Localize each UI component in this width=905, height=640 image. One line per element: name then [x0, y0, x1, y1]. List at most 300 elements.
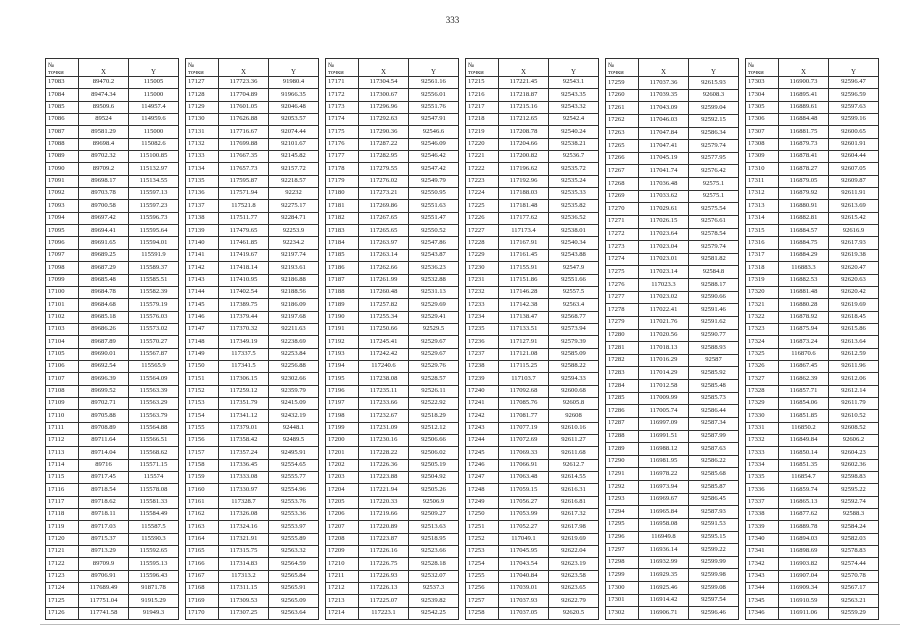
x-coordinate-cell: 117072.69: [499, 434, 549, 446]
y-coordinate-cell: 115000: [129, 126, 179, 138]
table-row: [186, 410, 319, 422]
y-coordinate-cell: 92609.87: [829, 175, 879, 187]
y-coordinate-cell: 92528.57: [409, 373, 459, 385]
x-coordinate-cell: 117036.48: [639, 178, 689, 191]
table-row: [186, 385, 319, 397]
table-row: [466, 77, 599, 89]
table-row: [186, 151, 319, 163]
table-row: [326, 385, 459, 397]
table-row: [326, 360, 459, 372]
x-coordinate-cell: 116883.3: [779, 262, 829, 274]
x-coordinate-cell: 117040.84: [499, 570, 549, 582]
y-coordinate-cell: 92537.3: [409, 583, 459, 595]
table-row: [606, 241, 739, 254]
y-coordinate-cell: 92620.63: [829, 274, 879, 286]
x-coordinate-cell: 117005.74: [639, 405, 689, 418]
point-number-cell: 17177: [326, 151, 359, 163]
table-row: [186, 188, 319, 200]
y-coordinate-cell: 92563.21: [829, 595, 879, 607]
x-coordinate-cell: 117053.99: [499, 509, 549, 521]
point-number-cell: 17121: [46, 546, 79, 558]
point-number-cell: 17176: [326, 138, 359, 150]
y-coordinate-cell: 92575.54: [689, 203, 739, 216]
table-row: [606, 215, 739, 228]
y-coordinate-cell: 92567.17: [829, 583, 879, 595]
x-coordinate-cell: 89698.4: [79, 138, 129, 150]
table-header-row: [46, 59, 179, 77]
x-coordinate-cell: 116865.13: [779, 496, 829, 508]
table-row: [46, 385, 179, 397]
x-coordinate-cell: 116850.2: [779, 422, 829, 434]
x-coordinate-cell: 117300.67: [359, 89, 409, 101]
point-number-cell: 17321: [746, 299, 779, 311]
header-point-number: [606, 59, 639, 77]
point-number-cell: 17096: [46, 237, 79, 249]
table-row: [466, 496, 599, 508]
point-number-cell: 17088: [46, 138, 79, 150]
y-coordinate-cell: 92578.54: [689, 228, 739, 241]
point-number-cell: 17269: [606, 190, 639, 203]
x-coordinate-cell: 117279.55: [359, 163, 409, 175]
table-row: [186, 472, 319, 484]
x-coordinate-cell: 116911.06: [779, 607, 829, 619]
point-number-cell: 17346: [746, 607, 779, 619]
table-row: [46, 422, 179, 434]
table-row: [606, 380, 739, 393]
point-number-cell: 17204: [326, 484, 359, 496]
x-coordinate-cell: 117261.99: [359, 274, 409, 286]
y-coordinate-cell: 92536.7: [549, 151, 599, 163]
point-number-cell: 17295: [606, 518, 639, 531]
header-point-label: точки: [608, 68, 624, 76]
x-coordinate-cell: 116907.04: [779, 570, 829, 582]
y-coordinate-cell: 92506.02: [409, 447, 459, 459]
point-number-cell: 17231: [466, 274, 499, 286]
point-number-cell: 17278: [606, 304, 639, 317]
y-coordinate-cell: 92506.66: [409, 434, 459, 446]
y-coordinate-cell: 92586.22: [689, 455, 739, 468]
y-coordinate-cell: 92234.2: [269, 237, 319, 249]
point-number-cell: 17252: [466, 533, 499, 545]
y-coordinate-cell: 92489.5: [269, 434, 319, 446]
table-row: [606, 468, 739, 481]
table-row: [466, 570, 599, 582]
point-number-cell: 17241: [466, 397, 499, 409]
table-row: [186, 546, 319, 558]
point-number-cell: 17169: [186, 595, 219, 607]
table-row: [746, 472, 879, 484]
x-coordinate-cell: 117704.89: [219, 89, 269, 101]
point-number-cell: 17342: [746, 558, 779, 570]
table-row: [746, 385, 879, 397]
point-number-cell: 17097: [46, 249, 79, 261]
y-coordinate-cell: 92518.29: [409, 410, 459, 422]
y-coordinate-cell: 92623.65: [549, 583, 599, 595]
x-coordinate-cell: 117511.77: [219, 212, 269, 224]
point-number-cell: 17246: [466, 459, 499, 471]
point-number-cell: 17094: [46, 212, 79, 224]
x-coordinate-cell: 89718.54: [79, 484, 129, 496]
y-coordinate-cell: 92596.46: [689, 607, 739, 620]
y-coordinate-cell: 115568.62: [129, 447, 179, 459]
table-row: [326, 397, 459, 409]
x-coordinate-cell: 116854.7: [779, 472, 829, 484]
point-number-cell: 17333: [746, 447, 779, 459]
table-row: [326, 422, 459, 434]
point-number-cell: 17092: [46, 188, 79, 200]
table-row: [606, 544, 739, 557]
table-row: [46, 299, 179, 311]
table-row: [746, 323, 879, 335]
x-coordinate-cell: 117215.16: [499, 101, 549, 113]
table-row: [466, 262, 599, 274]
point-number-cell: 17159: [186, 472, 219, 484]
y-coordinate-cell: 115570.27: [129, 336, 179, 348]
x-coordinate-cell: 117259.12: [219, 385, 269, 397]
table-row: [186, 77, 319, 89]
table-row: [46, 237, 179, 249]
y-coordinate-cell: 92620.5: [549, 607, 599, 619]
point-number-cell: 17297: [606, 544, 639, 557]
y-coordinate-cell: 92547.91: [409, 114, 459, 126]
x-coordinate-cell: 117245.41: [359, 336, 409, 348]
x-coordinate-cell: 117626.88: [219, 114, 269, 126]
x-coordinate-cell: 117267.65: [359, 212, 409, 224]
y-coordinate-cell: 92186.88: [269, 274, 319, 286]
point-number-cell: 17119: [46, 521, 79, 533]
y-coordinate-cell: 92573.94: [549, 323, 599, 335]
y-coordinate-cell: 115594.01: [129, 237, 179, 249]
x-coordinate-cell: 117601.05: [219, 101, 269, 113]
x-coordinate-cell: 89711.64: [79, 434, 129, 446]
point-number-cell: 17265: [606, 140, 639, 153]
y-coordinate-cell: 92543.1: [549, 77, 599, 89]
y-coordinate-cell: 115587.5: [129, 521, 179, 533]
table-row: [186, 521, 319, 533]
y-coordinate-cell: 115578.08: [129, 484, 179, 496]
x-coordinate-cell: 117265.65: [359, 225, 409, 237]
header-x: X: [219, 59, 269, 77]
table-row: [186, 570, 319, 582]
y-coordinate-cell: 92590.66: [689, 291, 739, 304]
point-number-cell: 17280: [606, 329, 639, 342]
table-row: [186, 558, 319, 570]
y-coordinate-cell: 92550.52: [409, 225, 459, 237]
x-coordinate-cell: 117220.33: [359, 496, 409, 508]
y-coordinate-cell: 92232: [269, 188, 319, 200]
table-row: [46, 447, 179, 459]
point-number-cell: 17266: [606, 152, 639, 165]
point-number-cell: 17151: [186, 373, 219, 385]
point-number-cell: 17244: [466, 434, 499, 446]
x-coordinate-cell: 116958.08: [639, 518, 689, 531]
point-number-cell: 17274: [606, 253, 639, 266]
x-coordinate-cell: 117689.49: [79, 583, 129, 595]
table-row: [466, 348, 599, 360]
coordinate-table: [185, 58, 319, 620]
point-number-cell: 17238: [466, 360, 499, 372]
point-number-cell: 17199: [326, 422, 359, 434]
x-coordinate-cell: 117009.99: [639, 392, 689, 405]
x-coordinate-cell: 89709.2: [79, 163, 129, 175]
table-row: [46, 101, 179, 113]
x-coordinate-cell: 117069.33: [499, 447, 549, 459]
table-row: [326, 583, 459, 595]
y-coordinate-cell: 92595.22: [829, 484, 879, 496]
y-coordinate-cell: 92526.11: [409, 385, 459, 397]
table-row: [466, 546, 599, 558]
x-coordinate-cell: 117269.86: [359, 200, 409, 212]
point-number-cell: 17186: [326, 262, 359, 274]
x-coordinate-cell: 117341.12: [219, 410, 269, 422]
y-coordinate-cell: 115563.29: [129, 397, 179, 409]
table-row: [46, 249, 179, 261]
table-row: [46, 138, 179, 150]
x-coordinate-cell: 117023.01: [639, 253, 689, 266]
y-coordinate-cell: 92564.59: [269, 558, 319, 570]
y-coordinate-cell: 92599.22: [689, 544, 739, 557]
x-coordinate-cell: 117039.01: [499, 583, 549, 595]
y-coordinate-cell: 92561.16: [409, 77, 459, 89]
table-row: [606, 140, 739, 153]
point-number-cell: 17339: [746, 521, 779, 533]
x-coordinate-cell: 117223.1: [359, 607, 409, 619]
y-coordinate-cell: 92611.27: [549, 434, 599, 446]
table-row: [746, 397, 879, 409]
x-coordinate-cell: 117306.15: [219, 373, 269, 385]
x-coordinate-cell: 117018.13: [639, 342, 689, 355]
table-row: [606, 556, 739, 569]
x-coordinate-cell: 117151.86: [499, 274, 549, 286]
table-row: [466, 385, 599, 397]
y-coordinate-cell: 92606.2: [829, 434, 879, 446]
point-number-cell: 17223: [466, 175, 499, 187]
y-coordinate-cell: 92553.36: [269, 509, 319, 521]
x-coordinate-cell: 117181.48: [499, 200, 549, 212]
point-number-cell: 17334: [746, 459, 779, 471]
x-coordinate-cell: 89697.42: [79, 212, 129, 224]
point-number-cell: 17149: [186, 348, 219, 360]
y-coordinate-cell: 92587.63: [689, 443, 739, 456]
x-coordinate-cell: 117287.22: [359, 138, 409, 150]
y-coordinate-cell: 92611.68: [549, 447, 599, 459]
x-coordinate-cell: 117349.19: [219, 336, 269, 348]
x-coordinate-cell: 89689.25: [79, 249, 129, 261]
table-row: [326, 521, 459, 533]
x-coordinate-cell: 89716: [79, 459, 129, 471]
y-coordinate-cell: 92617.93: [829, 237, 879, 249]
header-number-sign: №: [608, 62, 615, 69]
point-number-cell: 17234: [466, 311, 499, 323]
y-coordinate-cell: 92197.74: [269, 249, 319, 261]
x-coordinate-cell: 116969.67: [639, 493, 689, 506]
point-number-cell: 17272: [606, 228, 639, 241]
x-coordinate-cell: 117351.79: [219, 397, 269, 409]
point-number-cell: 17230: [466, 262, 499, 274]
y-coordinate-cell: 92604.44: [829, 151, 879, 163]
table-row: [186, 175, 319, 187]
table-row: [466, 558, 599, 570]
x-coordinate-cell: 116873.24: [779, 336, 829, 348]
x-coordinate-cell: 117240.6: [359, 360, 409, 372]
y-coordinate-cell: 92574.44: [829, 558, 879, 570]
point-number-cell: 17188: [326, 286, 359, 298]
point-number-cell: 17324: [746, 336, 779, 348]
y-coordinate-cell: 92505.26: [409, 484, 459, 496]
point-number-cell: 17249: [466, 496, 499, 508]
point-number-cell: 17313: [746, 200, 779, 212]
x-coordinate-cell: 117235.11: [359, 385, 409, 397]
y-coordinate-cell: 92610.16: [549, 422, 599, 434]
x-coordinate-cell: 116850.14: [779, 447, 829, 459]
table-row: [326, 249, 459, 261]
point-number-cell: 17317: [746, 249, 779, 261]
point-number-cell: 17256: [466, 583, 499, 595]
y-coordinate-cell: 92579.39: [549, 336, 599, 348]
y-coordinate-cell: 115581.33: [129, 496, 179, 508]
y-coordinate-cell: 92538.01: [549, 225, 599, 237]
table-row: [746, 138, 879, 150]
table-row: [746, 583, 879, 595]
y-coordinate-cell: 92193.61: [269, 262, 319, 274]
y-coordinate-cell: 92536.23: [409, 262, 459, 274]
x-coordinate-cell: 117461.85: [219, 237, 269, 249]
x-coordinate-cell: 117200.82: [499, 151, 549, 163]
point-number-cell: 17247: [466, 472, 499, 484]
x-coordinate-cell: 116889.61: [779, 101, 829, 113]
x-coordinate-cell: 117092.68: [499, 385, 549, 397]
table-row: [326, 188, 459, 200]
point-number-cell: 17226: [466, 212, 499, 224]
point-number-cell: 17116: [46, 484, 79, 496]
y-coordinate-cell: 115596.73: [129, 212, 179, 224]
y-coordinate-cell: 92543.32: [549, 101, 599, 113]
point-number-cell: 17325: [746, 348, 779, 360]
y-coordinate-cell: 92585.68: [689, 468, 739, 481]
table-row: [186, 299, 319, 311]
table-row: [466, 138, 599, 150]
point-number-cell: 17254: [466, 558, 499, 570]
point-number-cell: 17191: [326, 323, 359, 335]
point-number-cell: 17098: [46, 262, 79, 274]
table-row: [326, 484, 459, 496]
header-point-label: точки: [48, 68, 64, 76]
point-number-cell: 17294: [606, 506, 639, 519]
point-number-cell: 17197: [326, 397, 359, 409]
point-number-cell: 17236: [466, 336, 499, 348]
point-number-cell: 17210: [326, 558, 359, 570]
y-coordinate-cell: 92551.63: [409, 200, 459, 212]
y-coordinate-cell: 92611.79: [829, 397, 879, 409]
point-number-cell: 17316: [746, 237, 779, 249]
x-coordinate-cell: 117208.78: [499, 126, 549, 138]
y-coordinate-cell: 92576.61: [689, 215, 739, 228]
table-row: [606, 114, 739, 127]
table-row: [46, 472, 179, 484]
y-coordinate-cell: 92551.66: [549, 274, 599, 286]
point-number-cell: 17329: [746, 397, 779, 409]
x-coordinate-cell: 116851.35: [779, 459, 829, 471]
x-coordinate-cell: 117037.05: [499, 607, 549, 619]
y-coordinate-cell: 92617.32: [549, 509, 599, 521]
point-number-cell: 17212: [326, 583, 359, 595]
point-number-cell: 17117: [46, 496, 79, 508]
table-row: [326, 447, 459, 459]
x-coordinate-cell: 117218.87: [499, 89, 549, 101]
point-number-cell: 17105: [46, 348, 79, 360]
point-number-cell: 17140: [186, 237, 219, 249]
point-number-cell: 17084: [46, 89, 79, 101]
x-coordinate-cell: 117741.58: [79, 607, 129, 619]
y-coordinate-cell: 92619.69: [829, 299, 879, 311]
table-row: [326, 237, 459, 249]
table-row: [466, 459, 599, 471]
x-coordinate-cell: 117571.94: [219, 188, 269, 200]
table-row: [466, 397, 599, 409]
point-number-cell: 17283: [606, 367, 639, 380]
table-row: [466, 237, 599, 249]
y-coordinate-cell: 92565.84: [269, 570, 319, 582]
table-row: [186, 225, 319, 237]
y-coordinate-cell: 92529.41: [409, 311, 459, 323]
x-coordinate-cell: 89715.37: [79, 533, 129, 545]
y-coordinate-cell: 92568.77: [549, 311, 599, 323]
x-coordinate-cell: 117023.14: [639, 266, 689, 279]
table-row: [326, 459, 459, 471]
y-coordinate-cell: 92616.81: [549, 496, 599, 508]
x-coordinate-cell: 116880.91: [779, 200, 829, 212]
y-coordinate-cell: 92591.53: [689, 518, 739, 531]
x-coordinate-cell: 117260.48: [359, 286, 409, 298]
point-number-cell: 17085: [46, 101, 79, 113]
x-coordinate-cell: 116877.62: [779, 509, 829, 521]
y-coordinate-cell: 92553.97: [269, 521, 319, 533]
x-coordinate-cell: 89687.89: [79, 336, 129, 348]
y-coordinate-cell: 92613.69: [829, 200, 879, 212]
x-coordinate-cell: 117751.04: [79, 595, 129, 607]
y-coordinate-cell: 92599.04: [689, 102, 739, 115]
x-coordinate-cell: 117225.07: [359, 595, 409, 607]
header-point-label: точки: [748, 68, 764, 76]
y-coordinate-cell: 92586.44: [689, 405, 739, 418]
table-row: [466, 89, 599, 101]
table-row: [186, 323, 319, 335]
table-row: [186, 212, 319, 224]
table-row: [466, 422, 599, 434]
point-number-cell: 17310: [746, 163, 779, 175]
table-row: [46, 558, 179, 570]
point-number-cell: 17156: [186, 434, 219, 446]
table-row: [186, 138, 319, 150]
point-number-cell: 17251: [466, 521, 499, 533]
point-number-cell: 17335: [746, 472, 779, 484]
header-number-sign: №: [48, 62, 55, 69]
table-row: [746, 509, 879, 521]
coordinate-table: [605, 58, 739, 620]
y-coordinate-cell: 92599.08: [689, 582, 739, 595]
x-coordinate-cell: 117263.97: [359, 237, 409, 249]
point-number-cell: 17240: [466, 385, 499, 397]
point-number-cell: 17192: [326, 336, 359, 348]
x-coordinate-cell: 116862.39: [779, 373, 829, 385]
point-number-cell: 17163: [186, 521, 219, 533]
x-coordinate-cell: 117282.95: [359, 151, 409, 163]
table-row: [326, 262, 459, 274]
table-row: [46, 348, 179, 360]
x-coordinate-cell: 117341.5: [219, 360, 269, 372]
x-coordinate-cell: 117020.56: [639, 329, 689, 342]
table-row: [606, 291, 739, 304]
